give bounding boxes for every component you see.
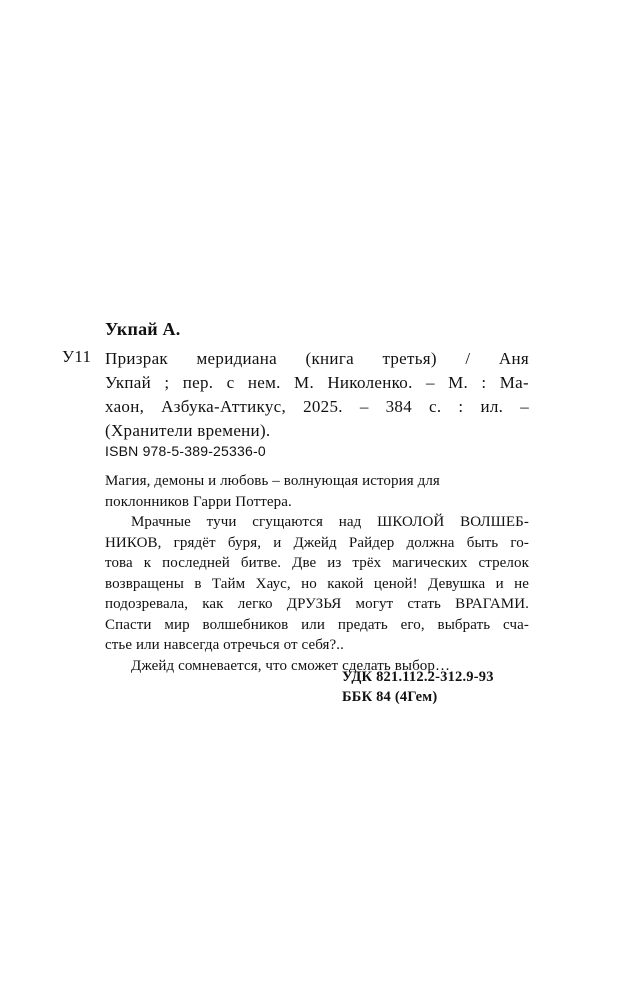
annotation-line: Магия, демоны и любовь – волнующая история для	[105, 473, 440, 489]
annotation-line: това к последней битве. Две из трёх магических стрелок	[105, 555, 529, 571]
bbk-code: ББК 84 (4Гем)	[342, 689, 438, 705]
annotation-line: Мрачные тучи сгущаются над ШКОЛОЙ ВОЛШЕБ-	[131, 514, 529, 530]
annotation	[105, 471, 529, 676]
annotation-line: Спасти мир волшебников или предать его, выбрать сча-	[105, 616, 529, 633]
description-line: Укпай ; пер. с нем. М. Николенко. – М. : Ма-	[105, 373, 529, 392]
annotation-line: стье или навсегда отречься от себя?..	[105, 637, 345, 653]
annotation-line: возвращены в Тайм Хаус, но какой ценой! Девушка и не	[105, 575, 529, 592]
annotation-line: Джейд сомневается, что сможет сделать выбор…	[131, 657, 451, 674]
description-line: Призрак меридиана (книга третья) / Аня	[105, 349, 529, 368]
annotation-line: поклонников Гарри Поттера.	[105, 493, 292, 510]
description-line: хаон, Азбука-Аттикус, 2025. – 384 с. : ил. –	[105, 397, 529, 416]
annotation-line: НИКОВ, грядёт буря, и Джейд Райдер должна быть го-	[105, 534, 529, 551]
classification-code: У11	[62, 347, 92, 366]
annotation-line: подозревала, как легко ДРУЗЬЯ могут стать ВРАГАМИ.	[105, 596, 529, 612]
udk-code: УДК 821.112.2-312.9-93	[342, 669, 494, 685]
isbn-number: ISBN 978-5-389-25336-0	[105, 443, 266, 459]
classification-indices	[342, 667, 494, 707]
description-line: (Хранители времени).	[105, 421, 271, 440]
bibliographic-description	[105, 347, 529, 443]
author-heading: Укпай А.	[105, 319, 181, 339]
